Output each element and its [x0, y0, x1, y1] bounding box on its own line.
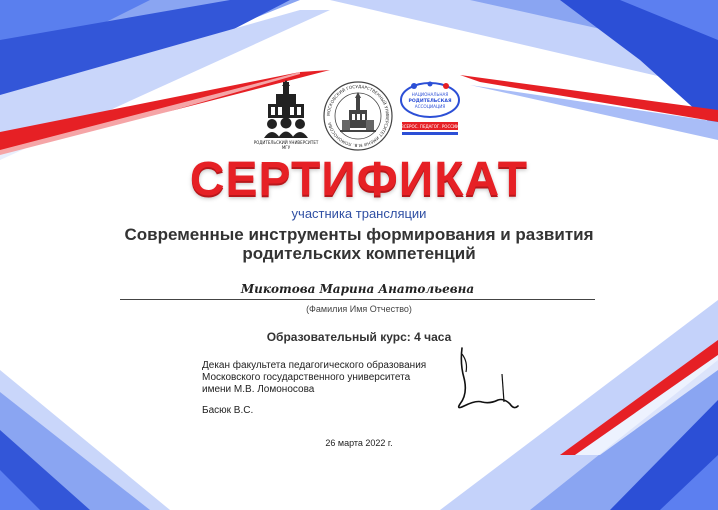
msu-seal-icon — [322, 80, 394, 152]
dean-line-3: имени М.В. Ломоносова — [202, 384, 315, 395]
assoc-line-1: НАЦИОНАЛЬНАЯ — [411, 92, 449, 97]
dean-line-1: Декан факультета педагогического образования — [202, 360, 427, 371]
assoc-line-3: АССОЦИАЦИЯ — [414, 104, 446, 109]
name-caption: (Фамилия Имя Отчество) — [306, 304, 412, 314]
assoc-line-2: РОДИТЕЛЬСКАЯ — [408, 99, 452, 104]
signer-name: Басюк В.С. — [202, 405, 254, 416]
event-title — [0, 225, 718, 263]
university-building-icon — [253, 80, 319, 150]
participant-name: Микотова Марина Анатольевна — [240, 282, 475, 296]
event-title-line-1: Современные инструменты формирования и развития — [124, 225, 594, 244]
dean-line-2: Московского государственного университета — [202, 372, 411, 383]
house-caption: РОДИТЕЛЬСКИЙ УНИВЕРСИТЕТ — [253, 140, 319, 145]
seal-text: МОСКОВСКИЙ ГОСУДАРСТВЕННЫЙ УНИВЕРСИТЕТ ИМЕНИ М.В. ЛОМОНОСОВА — [325, 83, 391, 149]
handwritten-signature — [442, 344, 530, 416]
house-caption-2: МГУ — [281, 145, 291, 150]
name-underline — [120, 299, 595, 300]
event-title-line-2: родительских компетенций — [242, 244, 476, 263]
course-hours: Образовательный курс: 4 часа — [266, 330, 452, 344]
dean-block — [202, 360, 426, 396]
assoc-banner: ВСЕРОС. ПЕДАГОГ. РОССИИ — [400, 124, 460, 129]
certificate-title: СЕРТИФИКАТ — [189, 153, 529, 206]
certificate-subtitle: участника трансляции — [291, 206, 427, 221]
logo-row — [253, 80, 468, 152]
parents-association-icon — [398, 80, 462, 146]
issue-date: 26 марта 2022 г. — [325, 438, 393, 448]
